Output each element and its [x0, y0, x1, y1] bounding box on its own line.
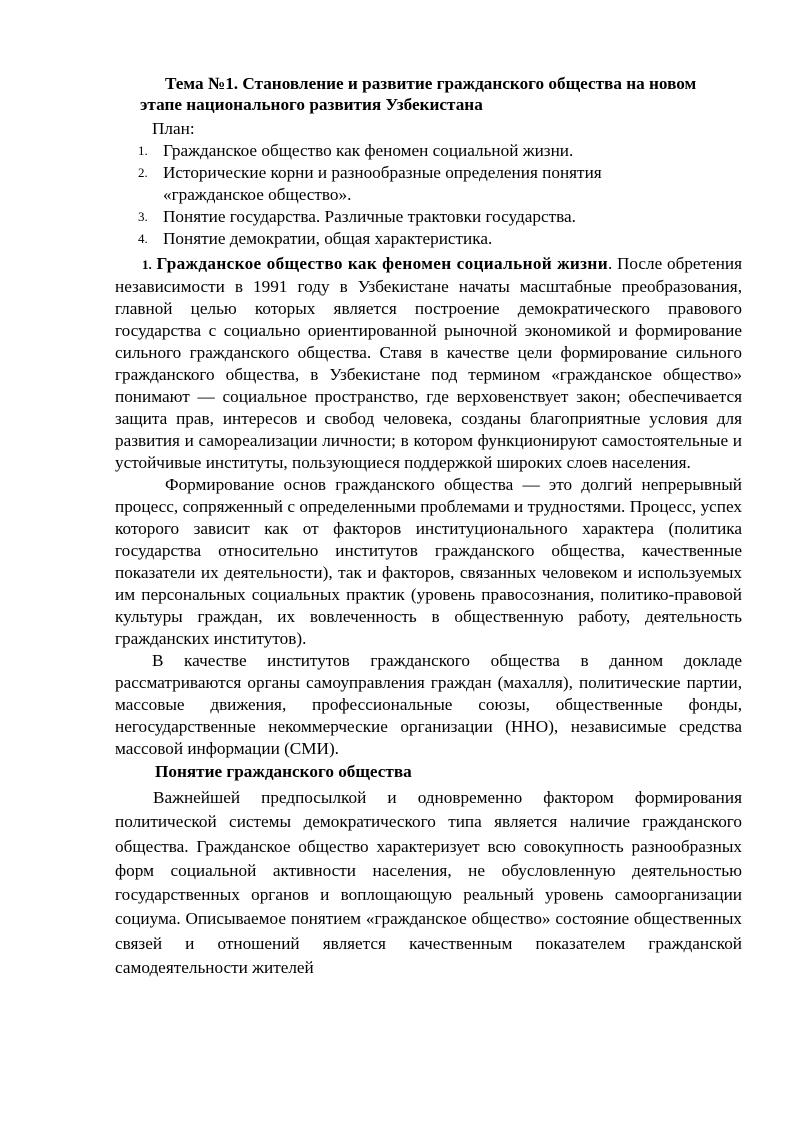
plan-item-number: 4.: [138, 231, 148, 246]
title-line-2: этапе национального развития Узбекистана: [140, 95, 483, 114]
plan-item-number: 1.: [138, 143, 148, 158]
section-1-paragraph-2: Формирование основ гражданского общества — это долгий непрерывный процесс, сопряженный с определенными проблемами и трудностями. Процесс, успех которого зависит как от факторов институционального характера (политика государства относительно институтов гражданского общества, качественные показатели их деятельности), так и факторов, связанных человеком и используемых им персональных социальных практик (уровень правосознания, политико-правовой культуры граждан, их вовлеченность в общественную работу, деятельность гражданских институтов).: [115, 475, 742, 648]
plan-item-3: [115, 206, 742, 228]
section-1-number: 1.: [142, 257, 152, 272]
section-1-heading: Гражданское общество как феномен социальной жизни: [156, 254, 608, 273]
plan-item-text: Гражданское общество как феномен социальной жизни.: [163, 141, 574, 160]
plan-item-text: Исторические корни и разнообразные определения понятия «гражданское общество».: [163, 163, 602, 204]
plan-item-number: 3.: [138, 209, 148, 224]
section-1-paragraph-1-text: . После обретения независимости в 1991 году в Узбекистане начаты масштабные преобразования, главной целью которых является построение демократического правового государства с социально ориентированной рыночной экономикой и формирование сильного гражданского общества. Ставя в качестве цели формирование сильного гражданского общества, в Узбекистане под термином «гражданское общество» понимают — социальное пространство, где верховенствует закон; обеспечивается защита прав, интересов и свобод человека, созданы благоприятные условия для развития и самореализации личности; в котором функционируют самостоятельные и устойчивые институты, пользующиеся поддержкой широких слоев населения.: [115, 254, 742, 472]
document-page: [115, 73, 742, 980]
title-line-1: Тема №1. Становление и развитие гражданского общества на новом: [165, 74, 697, 93]
plan-item-1: [115, 140, 742, 162]
section-2-heading: Понятие гражданского общества: [155, 762, 412, 781]
plan-item-text: Понятие демократии, общая характеристика.: [163, 229, 493, 248]
plan-list: [115, 140, 742, 250]
plan-item-number: 2.: [138, 165, 148, 180]
section-1-paragraph-1: [115, 253, 742, 474]
plan-label: План:: [152, 119, 195, 138]
section-1-paragraph-3: В качестве институтов гражданского общества в данном докладе рассматриваются органы самоуправления граждан (махалля), политические партии, массовые движения, профессиональные союзы, общественные фонды, негосударственные некоммерческие организации (ННО), независимые средства массовой информации (СМИ).: [115, 651, 742, 758]
plan-item-text: Понятие государства. Различные трактовки государства.: [163, 207, 576, 226]
section-2-paragraph-1: Важнейшей предпосылкой и одновременно фактором формирования политической системы демократического типа является наличие гражданского общества. Гражданское общество характеризует всю совокупность разнообразных форм социальной активности населения, не обусловленную деятельностью государственных органов и воплощающую реальный уровень самоорганизации социума. Описываемое понятием «гражданское общество» состояние общественных связей и отношений является качественным показателем гражданской самодеятельности жителей: [115, 788, 742, 978]
plan-item-2: [115, 162, 742, 206]
document-title: [115, 73, 742, 115]
plan-item-4: [115, 228, 742, 250]
